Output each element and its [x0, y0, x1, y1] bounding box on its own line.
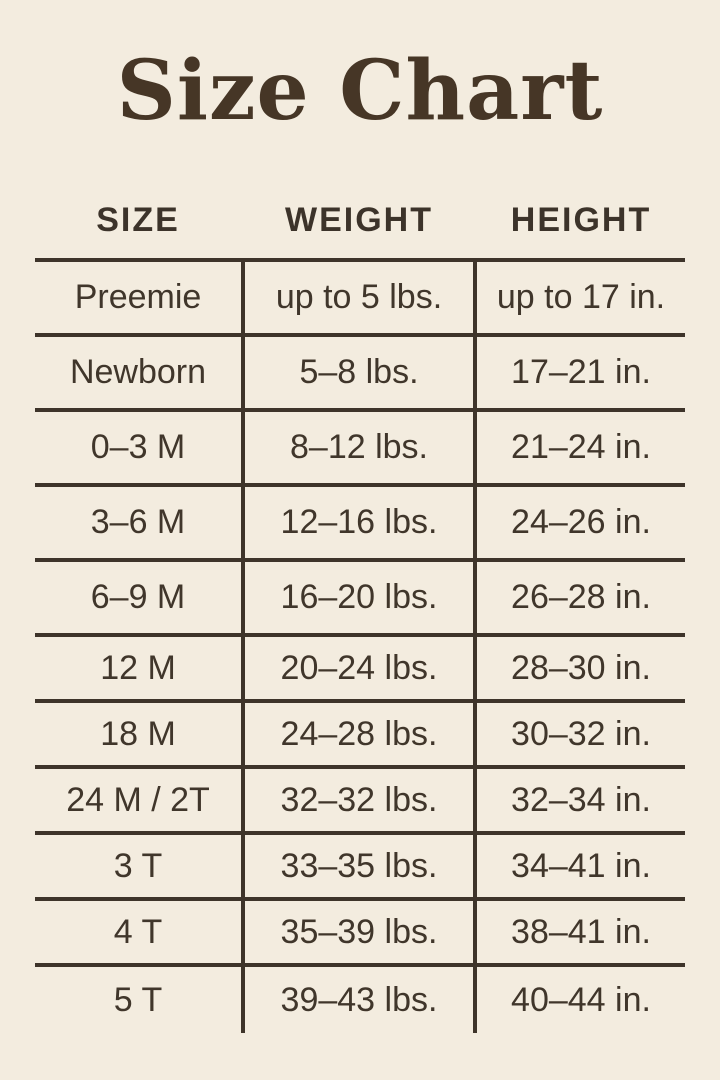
size-cell: 3 T	[113, 846, 163, 885]
weight-cell: 39–43 lbs.	[241, 967, 477, 1033]
weight-cell: 32–32 lbs.	[241, 769, 477, 831]
weight-cell: 35–39 lbs.	[241, 901, 477, 963]
weight-cell: up to 5 lbs.	[241, 262, 477, 333]
weight-cell: 24–28 lbs.	[241, 703, 477, 765]
size-cell: 18 M	[100, 714, 176, 753]
height-cell: 21–24 in.	[511, 428, 651, 466]
height-cell: 24–26 in.	[511, 503, 651, 541]
height-cell: 32–34 in.	[511, 780, 651, 819]
weight-cell: 5–8 lbs.	[241, 337, 477, 408]
table-row-3-6m	[35, 487, 685, 562]
weight-cell: 12–16 lbs.	[241, 487, 477, 558]
table-header-row	[35, 182, 685, 258]
weight-cell: 8–12 lbs.	[241, 412, 477, 483]
size-cell: 12 M	[100, 648, 176, 687]
height-cell: 28–30 in.	[511, 648, 651, 687]
size-cell: 5 T	[113, 980, 163, 1019]
column-header-weight: WEIGHT	[285, 200, 433, 239]
size-cell: 0–3 M	[90, 428, 186, 466]
size-chart-table	[35, 258, 685, 1033]
size-cell: 3–6 M	[90, 503, 186, 541]
table-row-5t	[35, 967, 685, 1033]
weight-cell: 20–24 lbs.	[241, 637, 477, 699]
height-cell: 38–41 in.	[511, 912, 651, 951]
height-cell: up to 17 in.	[496, 278, 666, 316]
height-cell: 26–28 in.	[511, 578, 651, 616]
weight-cell: 16–20 lbs.	[241, 562, 477, 633]
table-row-0-3m	[35, 412, 685, 487]
weight-cell: 33–35 lbs.	[241, 835, 477, 897]
table-row-4t	[35, 901, 685, 967]
table-row-preemie	[35, 262, 685, 337]
table-row-24m-2t	[35, 769, 685, 835]
size-cell: 6–9 M	[90, 578, 186, 616]
height-cell: 34–41 in.	[511, 846, 651, 885]
column-header-height: HEIGHT	[510, 200, 652, 239]
height-cell: 40–44 in.	[511, 980, 651, 1019]
table-row-6-9m	[35, 562, 685, 637]
table-row-12m	[35, 637, 685, 703]
height-cell: 30–32 in.	[511, 714, 651, 753]
column-header-size: SIZE	[96, 200, 180, 239]
size-cell: Newborn	[69, 353, 207, 391]
table-row-3t	[35, 835, 685, 901]
page-title: Size Chart	[116, 43, 604, 139]
size-cell: Preemie	[74, 278, 202, 316]
height-cell: 17–21 in.	[511, 353, 651, 391]
size-cell: 24 M / 2T	[66, 780, 210, 819]
size-cell: 4 T	[113, 912, 163, 951]
table-row-18m	[35, 703, 685, 769]
table-row-newborn	[35, 337, 685, 412]
